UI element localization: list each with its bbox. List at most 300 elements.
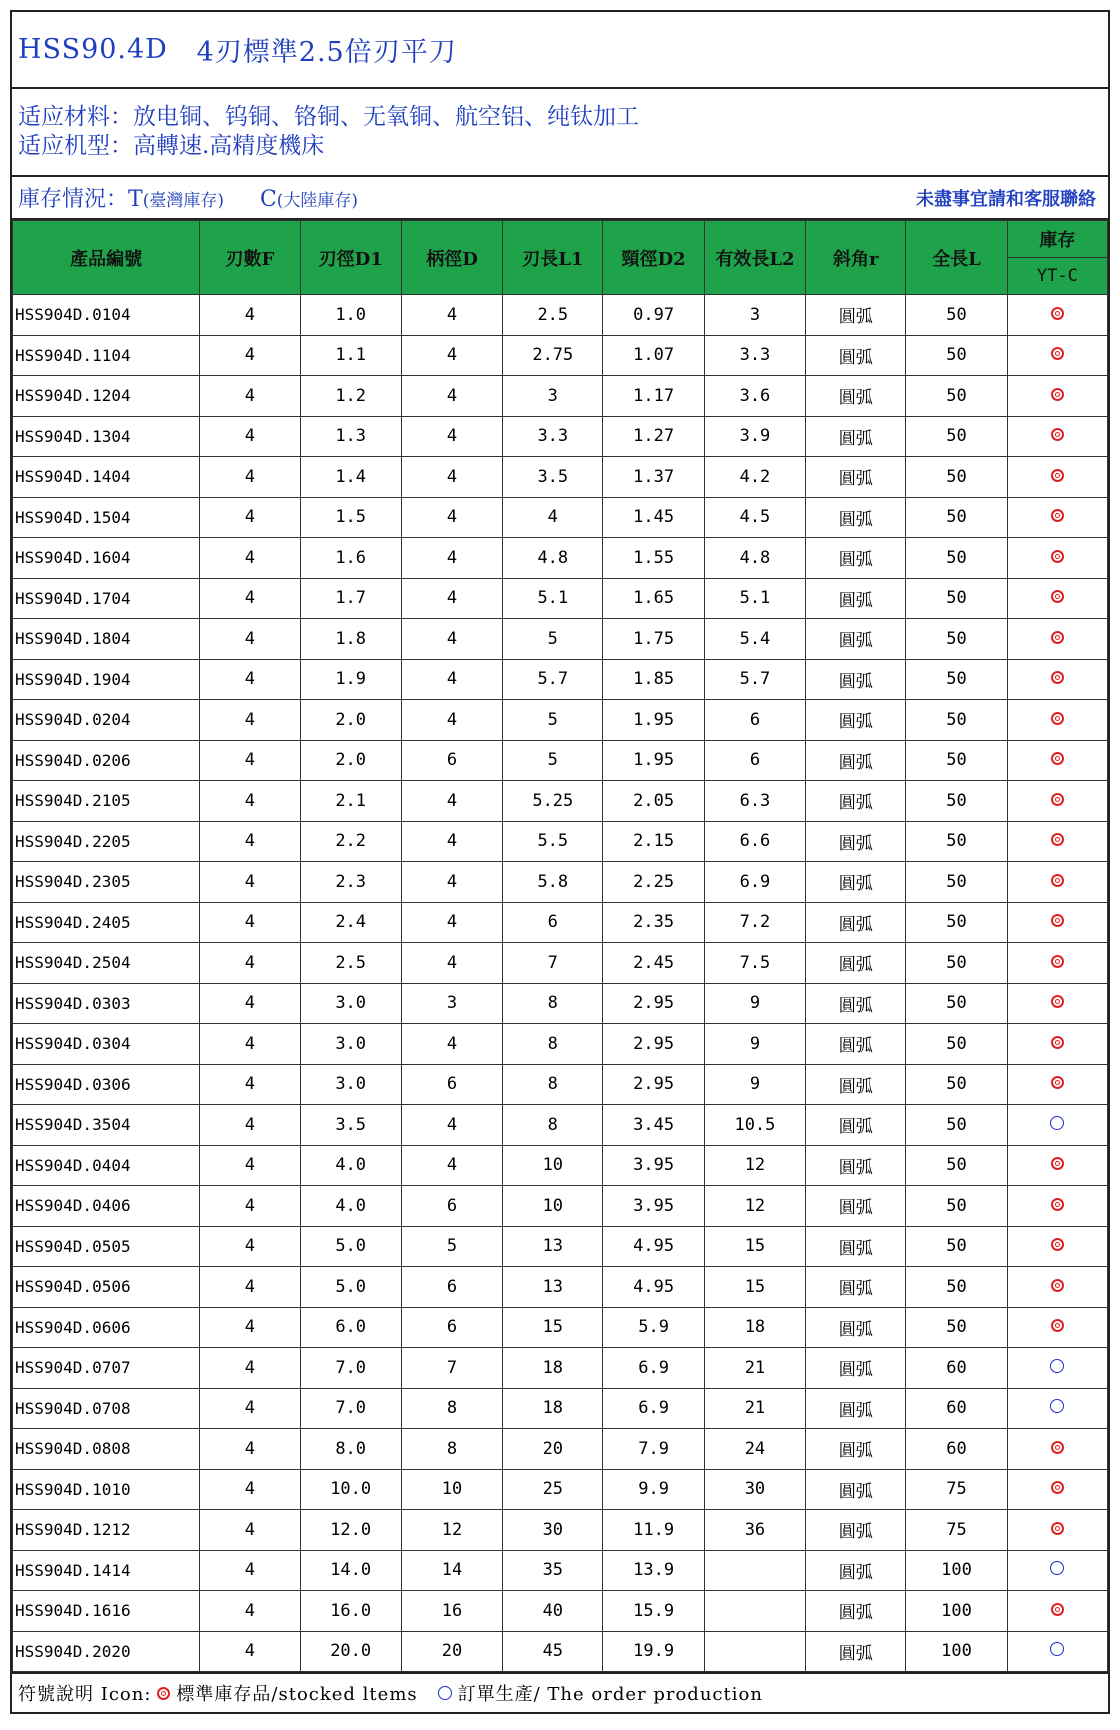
cell-length: 50	[906, 1226, 1007, 1267]
cell-l2: 3.3	[704, 335, 805, 376]
stocked-icon	[1051, 1076, 1064, 1089]
cell-flutes: 4	[200, 1105, 300, 1146]
table-row	[13, 416, 1108, 457]
col-header-d2: 頸徑D2	[603, 221, 704, 295]
cell-angle: 圓弧	[806, 497, 906, 538]
cell-flutes: 4	[200, 1186, 300, 1227]
cell-flutes: 4	[200, 416, 300, 457]
cell-flutes: 4	[200, 983, 300, 1024]
cell-d: 8	[401, 1429, 502, 1470]
stocked-icon	[1051, 509, 1064, 522]
cell-length: 50	[906, 1307, 1007, 1348]
cell-l2: 15	[704, 1267, 805, 1308]
cell-stock	[1007, 416, 1107, 457]
table-row	[13, 1024, 1108, 1065]
cell-d2: 2.95	[603, 983, 704, 1024]
cell-flutes: 4	[200, 740, 300, 781]
cell-stock	[1007, 1550, 1107, 1591]
cell-d1: 3.0	[300, 1024, 401, 1065]
cell-flutes: 4	[200, 659, 300, 700]
cell-angle: 圓弧	[806, 1591, 906, 1632]
col-header-r: 斜角r	[806, 221, 906, 295]
cell-angle: 圓弧	[806, 457, 906, 498]
cell-angle: 圓弧	[806, 821, 906, 862]
cell-length: 60	[906, 1388, 1007, 1429]
cell-l2: 4.2	[704, 457, 805, 498]
cell-code: HSS904D.1404	[13, 457, 200, 498]
cell-d: 4	[401, 457, 502, 498]
cell-code: HSS904D.0404	[13, 1145, 200, 1186]
cell-angle: 圓弧	[806, 1267, 906, 1308]
cell-d2: 0.97	[603, 295, 704, 336]
stocked-icon	[1051, 550, 1064, 563]
cell-length: 60	[906, 1429, 1007, 1470]
cell-d1: 1.7	[300, 578, 401, 619]
materials-text: 适应材料：放电铜、钨铜、铬铜、无氧铜、航空铝、纯钛加工	[18, 104, 639, 130]
table-row	[13, 295, 1108, 336]
cell-d: 4	[401, 578, 502, 619]
machines-text: 适应机型：高轉速.高精度機床	[18, 133, 325, 159]
cell-d1: 3.5	[300, 1105, 401, 1146]
table-row	[13, 1469, 1108, 1510]
stocked-icon	[1051, 1036, 1064, 1049]
legend-order: 訂單生產/ The order production	[457, 1684, 763, 1705]
col-header-d1: 刃徑D1	[300, 221, 401, 295]
cell-code: HSS904D.1904	[13, 659, 200, 700]
cell-d: 4	[401, 376, 502, 417]
cell-length: 50	[906, 335, 1007, 376]
cell-flutes: 4	[200, 1591, 300, 1632]
legend-label: 符號說明 Icon:	[18, 1684, 152, 1705]
cell-l2: 6	[704, 740, 805, 781]
col-header-l1: 刃長L1	[503, 221, 603, 295]
cell-l1: 8	[503, 1024, 603, 1065]
cell-d2: 7.9	[603, 1429, 704, 1470]
cell-d1: 2.0	[300, 700, 401, 741]
cell-d2: 1.45	[603, 497, 704, 538]
cell-flutes: 4	[200, 578, 300, 619]
cell-l2	[704, 1550, 805, 1591]
order-icon	[1050, 1399, 1064, 1413]
cell-l1: 5.5	[503, 821, 603, 862]
cell-l2: 3.6	[704, 376, 805, 417]
cell-stock	[1007, 1631, 1107, 1672]
cell-stock	[1007, 1145, 1107, 1186]
table-row	[13, 659, 1108, 700]
cell-l1: 6	[503, 902, 603, 943]
cell-code: HSS904D.0406	[13, 1186, 200, 1227]
cell-l1: 13	[503, 1267, 603, 1308]
cell-angle: 圓弧	[806, 659, 906, 700]
cell-l1: 8	[503, 1105, 603, 1146]
cell-d1: 1.4	[300, 457, 401, 498]
cell-d2: 1.17	[603, 376, 704, 417]
cell-flutes: 4	[200, 1348, 300, 1389]
cell-code: HSS904D.0104	[13, 295, 200, 336]
cell-d: 4	[401, 781, 502, 822]
cell-d: 4	[401, 902, 502, 943]
cell-code: HSS904D.1504	[13, 497, 200, 538]
stocked-icon	[1051, 1441, 1064, 1454]
cell-stock	[1007, 1186, 1107, 1227]
cell-d2: 2.45	[603, 943, 704, 984]
cell-l1: 8	[503, 1064, 603, 1105]
cell-angle: 圓弧	[806, 538, 906, 579]
table-row	[13, 1550, 1108, 1591]
cell-l2: 5.4	[704, 619, 805, 660]
cell-d1: 1.0	[300, 295, 401, 336]
cell-d: 3	[401, 983, 502, 1024]
cell-l2: 21	[704, 1348, 805, 1389]
table-row	[13, 1226, 1108, 1267]
cell-l1: 4.8	[503, 538, 603, 579]
cell-d: 6	[401, 1307, 502, 1348]
cell-flutes: 4	[200, 619, 300, 660]
table-row	[13, 1510, 1108, 1551]
cell-d: 7	[401, 1348, 502, 1389]
cell-stock	[1007, 376, 1107, 417]
cell-angle: 圓弧	[806, 902, 906, 943]
stocked-icon	[1051, 712, 1064, 725]
cell-length: 50	[906, 943, 1007, 984]
cell-d2: 1.55	[603, 538, 704, 579]
cell-d1: 5.0	[300, 1267, 401, 1308]
cell-l1: 45	[503, 1631, 603, 1672]
cell-d1: 2.1	[300, 781, 401, 822]
cell-angle: 圓弧	[806, 295, 906, 336]
stocked-icon	[1051, 671, 1064, 684]
cell-d2: 2.95	[603, 1024, 704, 1065]
cell-d: 12	[401, 1510, 502, 1551]
stocked-icon	[1051, 995, 1064, 1008]
cell-d1: 5.0	[300, 1226, 401, 1267]
cell-l2: 6	[704, 700, 805, 741]
stocked-icon	[1051, 874, 1064, 887]
cell-l1: 5	[503, 740, 603, 781]
title-code: HSS90.4D	[18, 34, 168, 65]
cell-d2: 2.95	[603, 1064, 704, 1105]
cell-stock	[1007, 295, 1107, 336]
cell-flutes: 4	[200, 862, 300, 903]
cell-length: 50	[906, 1024, 1007, 1065]
order-icon	[438, 1686, 452, 1700]
mainland-note: (大陸庫存)	[276, 191, 359, 211]
table-row	[13, 1145, 1108, 1186]
cell-code: HSS904D.2405	[13, 902, 200, 943]
stock-label: 庫存情況：T	[18, 187, 143, 212]
cell-d1: 16.0	[300, 1591, 401, 1632]
cell-l1: 18	[503, 1348, 603, 1389]
cell-d2: 2.05	[603, 781, 704, 822]
cell-code: HSS904D.1212	[13, 1510, 200, 1551]
table-row	[13, 700, 1108, 741]
cell-flutes: 4	[200, 295, 300, 336]
cell-code: HSS904D.0204	[13, 700, 200, 741]
cell-d: 4	[401, 497, 502, 538]
cell-stock	[1007, 943, 1107, 984]
cell-angle: 圓弧	[806, 1469, 906, 1510]
cell-stock	[1007, 457, 1107, 498]
cell-code: HSS904D.0606	[13, 1307, 200, 1348]
stocked-icon	[1051, 631, 1064, 644]
cell-l1: 20	[503, 1429, 603, 1470]
cell-flutes: 4	[200, 1469, 300, 1510]
cell-length: 75	[906, 1469, 1007, 1510]
cell-l2: 5.1	[704, 578, 805, 619]
col-header-stock: 庫存	[1007, 221, 1107, 258]
cell-d2: 3.45	[603, 1105, 704, 1146]
cell-d1: 1.5	[300, 497, 401, 538]
cell-stock	[1007, 335, 1107, 376]
table-row	[13, 862, 1108, 903]
col-header-flutes: 刃數F	[200, 221, 300, 295]
cell-length: 50	[906, 295, 1007, 336]
cell-d1: 4.0	[300, 1145, 401, 1186]
cell-d2: 2.25	[603, 862, 704, 903]
col-header-l: 全長L	[906, 221, 1007, 295]
col-header-stock-sub: YT-C	[1007, 258, 1107, 295]
stocked-icon	[1051, 1238, 1064, 1251]
cell-d: 4	[401, 659, 502, 700]
cell-l2: 9	[704, 983, 805, 1024]
cell-d: 4	[401, 1024, 502, 1065]
cell-angle: 圓弧	[806, 1186, 906, 1227]
table-row	[13, 497, 1108, 538]
cell-l1: 5.1	[503, 578, 603, 619]
cell-stock	[1007, 1226, 1107, 1267]
stocked-icon	[1051, 833, 1064, 846]
order-icon	[1050, 1359, 1064, 1373]
cell-code: HSS904D.0206	[13, 740, 200, 781]
table-row	[13, 943, 1108, 984]
cell-stock	[1007, 538, 1107, 579]
cell-d1: 1.9	[300, 659, 401, 700]
cell-d: 8	[401, 1388, 502, 1429]
cell-flutes: 4	[200, 943, 300, 984]
stock-legend	[18, 182, 358, 213]
cell-d: 4	[401, 1105, 502, 1146]
cell-code: HSS904D.1804	[13, 619, 200, 660]
cell-length: 50	[906, 1267, 1007, 1308]
cell-angle: 圓弧	[806, 376, 906, 417]
cell-code: HSS904D.0303	[13, 983, 200, 1024]
cell-l1: 2.75	[503, 335, 603, 376]
cell-d2: 1.07	[603, 335, 704, 376]
cell-stock	[1007, 578, 1107, 619]
cell-d2: 2.15	[603, 821, 704, 862]
cell-d: 6	[401, 1186, 502, 1227]
cell-flutes: 4	[200, 1226, 300, 1267]
cell-d: 4	[401, 943, 502, 984]
cell-d1: 2.3	[300, 862, 401, 903]
cell-code: HSS904D.1304	[13, 416, 200, 457]
cell-angle: 圓弧	[806, 1510, 906, 1551]
stocked-icon	[1051, 1522, 1064, 1535]
cell-length: 50	[906, 659, 1007, 700]
cell-angle: 圓弧	[806, 335, 906, 376]
cell-length: 75	[906, 1510, 1007, 1551]
cell-d1: 2.2	[300, 821, 401, 862]
cell-d2: 11.9	[603, 1510, 704, 1551]
cell-d2: 1.95	[603, 700, 704, 741]
cell-d: 4	[401, 335, 502, 376]
cell-l1: 15	[503, 1307, 603, 1348]
product-table	[12, 220, 1108, 1672]
cell-stock	[1007, 1024, 1107, 1065]
cell-stock	[1007, 619, 1107, 660]
cell-stock	[1007, 1307, 1107, 1348]
cell-l1: 3.3	[503, 416, 603, 457]
cell-length: 50	[906, 1064, 1007, 1105]
stocked-icon	[1051, 1279, 1064, 1292]
cell-l2: 12	[704, 1145, 805, 1186]
cell-code: HSS904D.0505	[13, 1226, 200, 1267]
cell-flutes: 4	[200, 335, 300, 376]
cell-code: HSS904D.2305	[13, 862, 200, 903]
cell-stock	[1007, 781, 1107, 822]
table-row	[13, 457, 1108, 498]
cell-length: 50	[906, 457, 1007, 498]
application-info	[12, 89, 1108, 177]
cell-flutes: 4	[200, 1388, 300, 1429]
cell-d1: 1.2	[300, 376, 401, 417]
cell-length: 60	[906, 1348, 1007, 1389]
stocked-icon	[1051, 793, 1064, 806]
stocked-icon	[1051, 955, 1064, 968]
cell-l2	[704, 1591, 805, 1632]
legend-stocked: 標準庫存品/stocked ltems	[176, 1684, 418, 1705]
cell-angle: 圓弧	[806, 983, 906, 1024]
cell-length: 50	[906, 376, 1007, 417]
cell-stock	[1007, 700, 1107, 741]
stocked-icon	[1051, 1198, 1064, 1211]
cell-flutes: 4	[200, 497, 300, 538]
cell-d: 4	[401, 619, 502, 660]
stocked-icon	[1051, 469, 1064, 482]
cell-l2: 9	[704, 1024, 805, 1065]
cell-d2: 6.9	[603, 1348, 704, 1389]
legend-footer	[12, 1672, 1108, 1712]
cell-d2: 13.9	[603, 1550, 704, 1591]
cell-d: 10	[401, 1469, 502, 1510]
table-row	[13, 781, 1108, 822]
cell-angle: 圓弧	[806, 416, 906, 457]
cell-length: 50	[906, 1145, 1007, 1186]
cell-length: 100	[906, 1550, 1007, 1591]
table-row	[13, 1267, 1108, 1308]
cell-flutes: 4	[200, 376, 300, 417]
cell-d2: 6.9	[603, 1388, 704, 1429]
cell-l2: 6.6	[704, 821, 805, 862]
cell-flutes: 4	[200, 1024, 300, 1065]
stocked-icon	[157, 1687, 170, 1700]
table-row	[13, 1348, 1108, 1389]
cell-l2: 15	[704, 1226, 805, 1267]
cell-flutes: 4	[200, 1550, 300, 1591]
cell-stock	[1007, 1267, 1107, 1308]
page-title	[12, 12, 1108, 89]
cell-length: 50	[906, 902, 1007, 943]
table-row	[13, 376, 1108, 417]
c-label: C	[259, 187, 277, 212]
cell-l1: 8	[503, 983, 603, 1024]
cell-code: HSS904D.0707	[13, 1348, 200, 1389]
cell-length: 50	[906, 619, 1007, 660]
cell-stock	[1007, 983, 1107, 1024]
cell-code: HSS904D.2105	[13, 781, 200, 822]
cell-d2: 2.35	[603, 902, 704, 943]
cell-angle: 圓弧	[806, 578, 906, 619]
cell-stock	[1007, 1105, 1107, 1146]
cell-flutes: 4	[200, 538, 300, 579]
cell-l1: 4	[503, 497, 603, 538]
table-row	[13, 1307, 1108, 1348]
contact-note: 未盡事宜請和客服聯絡	[916, 188, 1096, 210]
stocked-icon	[1051, 590, 1064, 603]
cell-code: HSS904D.1616	[13, 1591, 200, 1632]
cell-length: 50	[906, 821, 1007, 862]
cell-d: 6	[401, 1064, 502, 1105]
cell-angle: 圓弧	[806, 862, 906, 903]
cell-stock	[1007, 659, 1107, 700]
table-row	[13, 902, 1108, 943]
cell-angle: 圓弧	[806, 1145, 906, 1186]
stocked-icon	[1051, 388, 1064, 401]
cell-angle: 圓弧	[806, 1226, 906, 1267]
cell-d1: 1.8	[300, 619, 401, 660]
cell-l1: 40	[503, 1591, 603, 1632]
cell-code: HSS904D.0808	[13, 1429, 200, 1470]
cell-code: HSS904D.0304	[13, 1024, 200, 1065]
stocked-icon	[1051, 347, 1064, 360]
cell-d1: 2.4	[300, 902, 401, 943]
cell-d2: 1.75	[603, 619, 704, 660]
order-icon	[1050, 1561, 1064, 1575]
cell-l2: 9	[704, 1064, 805, 1105]
stocked-icon	[1051, 307, 1064, 320]
cell-d: 6	[401, 1267, 502, 1308]
cell-d1: 7.0	[300, 1388, 401, 1429]
product-sheet	[10, 10, 1110, 1714]
cell-stock	[1007, 1348, 1107, 1389]
cell-l2: 36	[704, 1510, 805, 1551]
cell-stock	[1007, 862, 1107, 903]
cell-d: 4	[401, 862, 502, 903]
table-row	[13, 1105, 1108, 1146]
cell-d2: 4.95	[603, 1226, 704, 1267]
cell-stock	[1007, 740, 1107, 781]
cell-l2: 12	[704, 1186, 805, 1227]
cell-d: 5	[401, 1226, 502, 1267]
stocked-icon	[1051, 752, 1064, 765]
cell-l1: 18	[503, 1388, 603, 1429]
cell-length: 50	[906, 1186, 1007, 1227]
cell-l1: 3	[503, 376, 603, 417]
cell-length: 50	[906, 740, 1007, 781]
cell-stock	[1007, 1591, 1107, 1632]
cell-l1: 13	[503, 1226, 603, 1267]
cell-flutes: 4	[200, 1631, 300, 1672]
cell-code: HSS904D.1704	[13, 578, 200, 619]
cell-d1: 1.6	[300, 538, 401, 579]
cell-flutes: 4	[200, 821, 300, 862]
cell-l2: 7.2	[704, 902, 805, 943]
cell-d1: 1.1	[300, 335, 401, 376]
cell-l2	[704, 1631, 805, 1672]
cell-l1: 5	[503, 619, 603, 660]
cell-angle: 圓弧	[806, 740, 906, 781]
cell-code: HSS904D.3504	[13, 1105, 200, 1146]
